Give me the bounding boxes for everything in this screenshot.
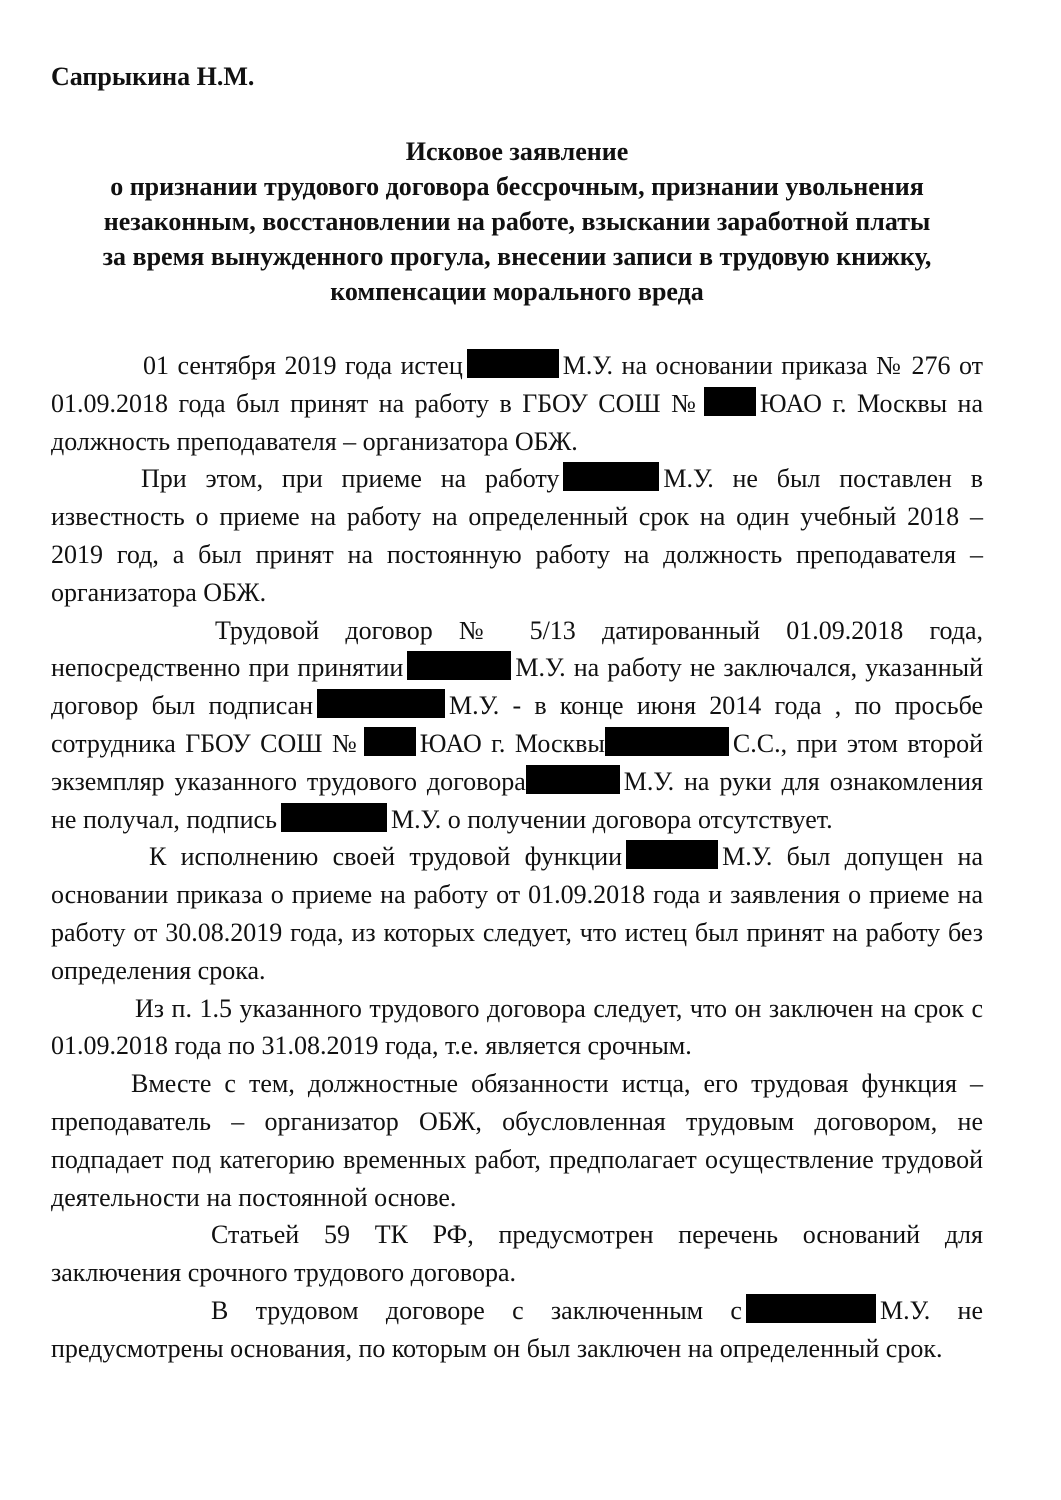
text-run: К исполнению своей трудовой функции	[149, 842, 623, 872]
text-run: М.У. - в конце июня 2014 года , по просьбе сотрудника ГБОУ СОШ №	[51, 691, 983, 758]
title-line: за время вынужденного прогула, внесении записи в трудовую книжку,	[102, 242, 932, 271]
title-line: незаконным, восстановлении на работе, взыскании заработной платы	[103, 207, 931, 236]
text-run: 01 сентября 2019 года истец	[143, 351, 463, 380]
title-line: Исковое заявление	[405, 137, 629, 166]
paragraph-6: Вместе с тем, должностные обязанности истца, его трудовая функция – преподаватель – организатор ОБЖ, обусловленная трудовым договором, не подпадает под категорию временных работ, предполагает осуществление трудовой деятельности на постоянной основе.	[51, 1069, 983, 1212]
text-run: Трудовой договор № 5/13 датированный 01.09.2018 года, непосредственно при принятии	[51, 615, 983, 683]
document-title	[51, 134, 983, 309]
paragraph-1	[51, 347, 983, 460]
document-body	[51, 347, 983, 1368]
text-run: М.У. на руки для ознакомления не получал, подпись	[51, 766, 983, 834]
text-run: ЮАО г. Москвы	[419, 728, 605, 758]
text-run: С.С., при этом второй экземпляр указанного трудового договора	[51, 728, 983, 796]
text-run: ЮАО г. Москвы на должность преподавателя – организатора ОБЖ.	[51, 388, 983, 456]
text-run: М.У. не был поставлен в известность о приеме на работу на определенный срок на один учебный 2018 – 2019 год, а был принят на постоянную работу на должность преподавателя – организатора ОБЖ.	[51, 464, 983, 607]
text-run: При этом, при приеме на работу	[141, 464, 560, 494]
redaction-box	[317, 689, 445, 718]
title-line: компенсации морального вреда	[330, 277, 704, 306]
text-run: М.У. на основании приказа № 276 от 01.09.2018 года был принят на работу в ГБОУ СОШ №	[51, 351, 983, 418]
text-run: М.У. о получении договора отсутствует.	[390, 804, 833, 834]
paragraph-2	[51, 460, 983, 611]
text-run: В трудовом договоре с заключенным с	[211, 1295, 742, 1325]
redaction-box	[407, 651, 511, 680]
paragraph-8	[51, 1292, 983, 1368]
redaction-box	[626, 840, 718, 869]
author-name: Сапрыкина Н.М.	[51, 62, 255, 91]
redaction-box	[704, 387, 756, 416]
paragraph-3	[51, 612, 983, 839]
redaction-box	[605, 727, 729, 756]
text-run: М.У. не предусмотрены основания, по которым он был заключен на определенный срок.	[51, 1295, 983, 1363]
redaction-box	[563, 462, 659, 491]
text-run: М.У. на работу не заключался, указанный договор был подписан	[51, 653, 983, 721]
paragraph-7: Статьей 59 ТК РФ, предусмотрен перечень оснований для заключения срочного трудового договора.	[51, 1220, 983, 1288]
title-line: о признании трудового договора бессрочным, признании увольнения	[110, 172, 924, 201]
redaction-box	[281, 803, 387, 832]
paragraph-4	[51, 838, 983, 989]
redaction-box	[526, 765, 620, 794]
redaction-box	[467, 349, 559, 378]
redaction-box	[746, 1294, 876, 1323]
text-run: М.У. был допущен на основании приказа о приеме на работу от 01.09.2018 года и заявления о приеме на работу от 30.08.2019 года, из которых следует, что истец был принят на работу без определения срока.	[51, 842, 983, 985]
paragraph-5: Из п. 1.5 указанного трудового договора следует, что он заключен на срок с 01.09.2018 года по 31.08.2019 года, т.е. является срочным.	[51, 993, 983, 1061]
redaction-box	[364, 727, 416, 756]
